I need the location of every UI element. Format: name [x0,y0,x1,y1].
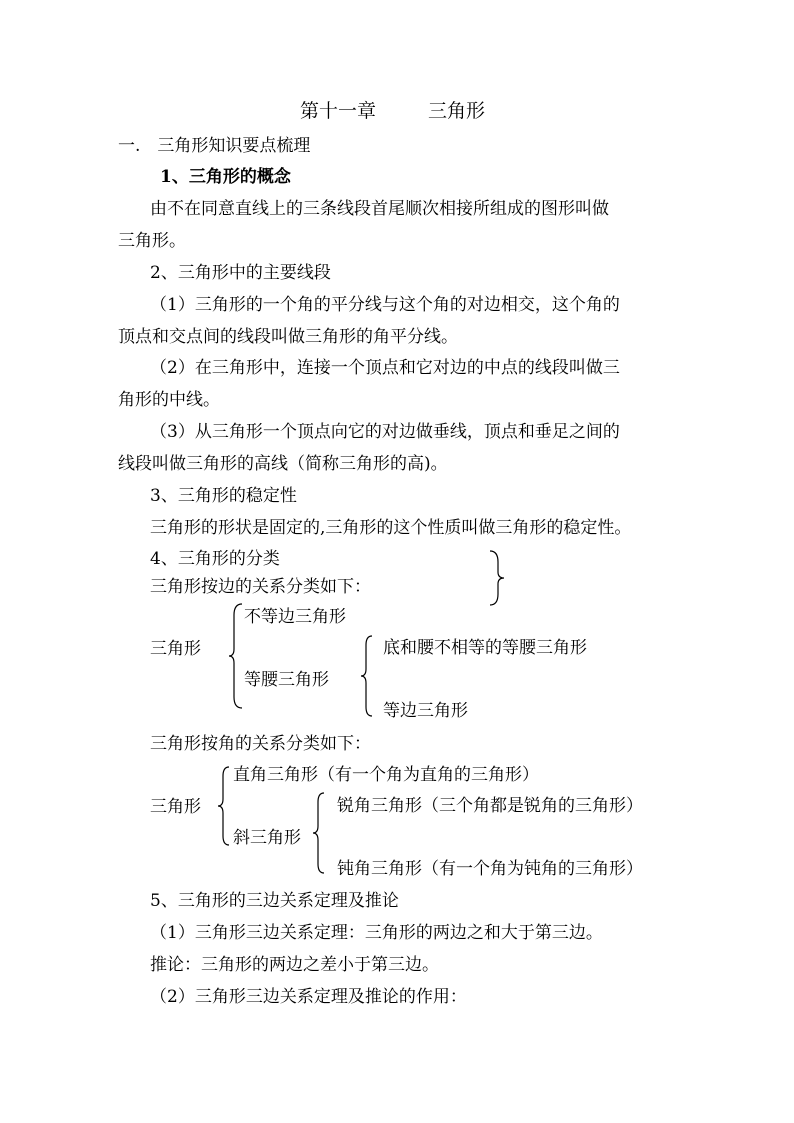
side-tree-root: 三角形 [150,639,201,659]
left-brace-icon [312,792,326,874]
triangle-inequality-corollary: 推论：三角形的两边之差小于第三边。 [150,955,439,975]
by-side-intro: 三角形按边的关系分类如下： [150,577,371,597]
oblique-triangle: 斜三角形 [233,828,301,848]
theorem-usage-heading: （2）三角形三边关系定理及推论的作用： [150,987,467,1007]
stability-text: 三角形的形状是固定的,三角形的这个性质叫做三角形的稳定性。 [150,518,632,538]
scalene-triangle: 不等边三角形 [244,607,346,627]
chapter-number: 第十一章 [300,100,377,122]
subsection-5-heading: 5、三角形的三边关系定理及推论 [150,891,399,911]
altitude-text-line2: 线段叫做三角形的高线（简称三角形的高)。 [118,454,448,474]
altitude-text-line1: （3）从三角形一个顶点向它的对边做垂线，顶点和垂足之间的 [150,422,620,442]
concept-text-line1: 由不在同意直线上的三条线段首尾顺次相接所组成的图形叫做 [150,199,609,219]
by-angle-intro: 三角形按角的关系分类如下： [150,734,371,754]
subsection-4-heading: 4、三角形的分类 [150,549,280,569]
right-triangle: 直角三角形（有一个角为直角的三角形） [233,765,539,785]
concept-text-line2: 三角形。 [118,231,186,251]
triangle-inequality-theorem: （1）三角形三边关系定理：三角形的两边之和大于第三边。 [150,923,603,943]
angle-tree-root: 三角形 [150,797,201,817]
right-brace-icon [488,550,508,606]
left-brace-icon [217,766,231,846]
median-text-line2: 角形的中线。 [118,390,220,410]
chapter-title: 三角形 [428,100,486,122]
section-heading: 一. 三角形知识要点梳理 [118,136,311,156]
equilateral-triangle: 等边三角形 [383,701,468,721]
left-brace-icon [360,635,374,717]
subsection-2-heading: 2、三角形中的主要线段 [150,263,331,283]
bisector-text-line2: 顶点和交点间的线段叫做三角形的角平分线。 [118,327,458,347]
acute-triangle: 锐角三角形（三个角都是锐角的三角形） [337,796,643,816]
isosceles-non-equilateral: 底和腰不相等的等腰三角形 [383,638,587,658]
subsection-1-heading: 1、三角形的概念 [160,167,291,187]
median-text-line1: （2）在三角形中，连接一个顶点和它对边的中点的线段叫做三 [150,358,620,378]
subsection-3-heading: 3、三角形的稳定性 [150,486,297,506]
isosceles-triangle: 等腰三角形 [244,670,329,690]
left-brace-icon [228,603,244,709]
obtuse-triangle: 钝角三角形（有一个角为钝角的三角形） [337,859,643,879]
bisector-text-line1: （1）三角形的一个角的平分线与这个角的对边相交，这个角的 [150,295,620,315]
